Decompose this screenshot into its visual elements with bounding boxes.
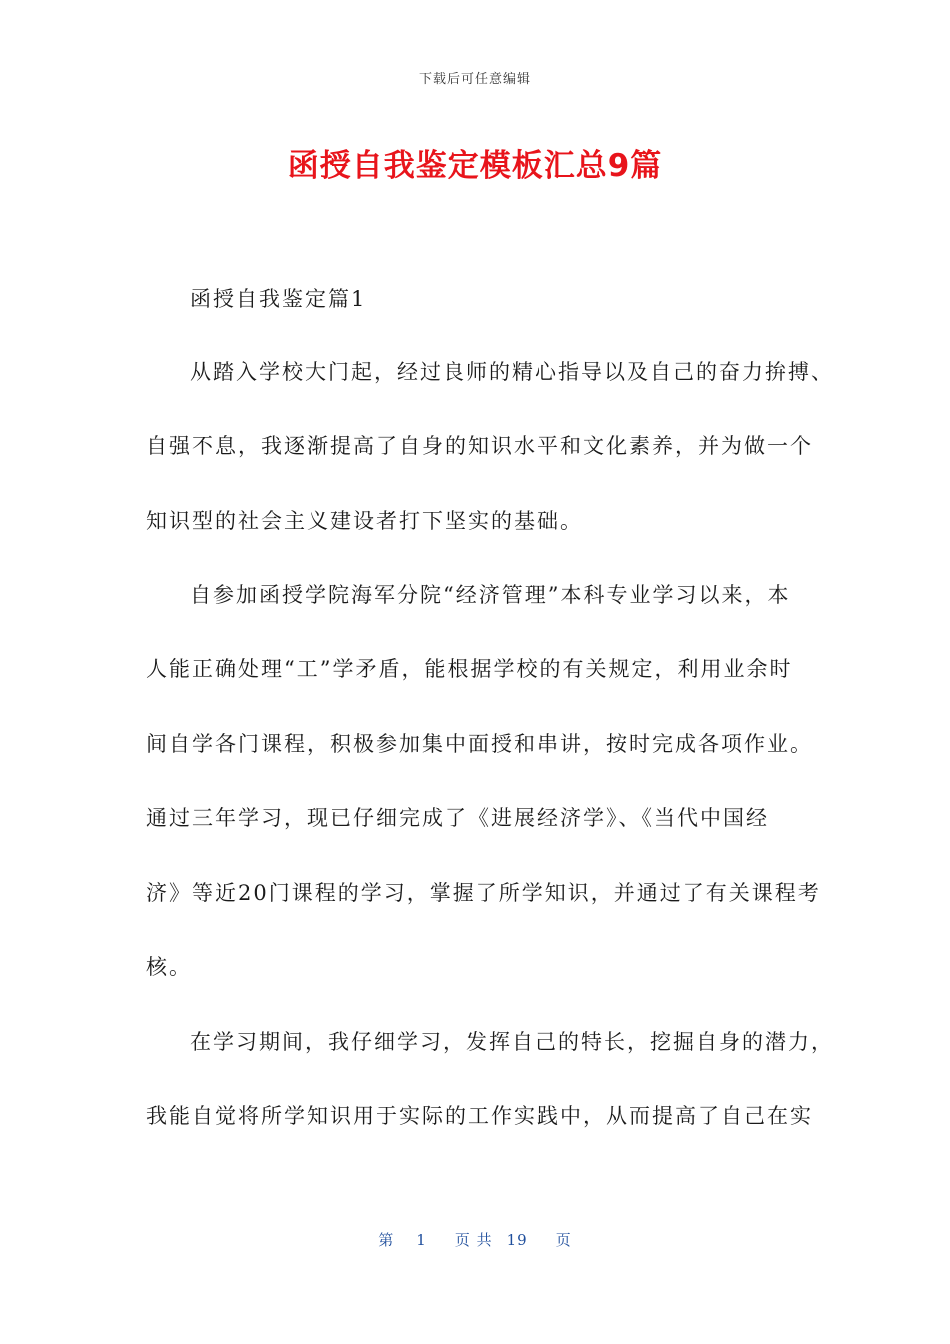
paragraph-line: 核。 (146, 955, 192, 979)
paragraph-line: 在学习期间，我仔细学习，发挥自己的特长，挖掘自身的潜力， (190, 1030, 834, 1054)
paragraph-line: 间自学各门课程，积极参加集中面授和串讲，按时完成各项作业。 (146, 732, 813, 756)
footer-label-of: 页 共 (454, 1231, 493, 1249)
paragraph-line: 知识型的社会主义建设者打下坚实的基础。 (146, 509, 583, 533)
footer-label-page: 第 (378, 1231, 395, 1249)
page-footer (0, 1229, 950, 1250)
section-heading: 函授自我鉴定篇1 (190, 287, 367, 311)
header-note: 下载后可任意编辑 (418, 72, 531, 87)
footer-current-page: 1 (416, 1231, 427, 1249)
paragraph-line: 人能正确处理“工”学矛盾，能根据学校的有关规定，利用业余时 (146, 657, 793, 681)
footer-total-pages: 19 (506, 1231, 528, 1249)
paragraph-line: 济》等近20门课程的学习，掌握了所学知识，并通过了有关课程考 (146, 881, 821, 905)
footer-label-pages: 页 (555, 1231, 572, 1249)
document-title: 函授自我鉴定模板汇总9篇 (287, 148, 663, 184)
paragraph-line: 自参加函授学院海军分院“经济管理”本科专业学习以来，本 (190, 583, 791, 607)
paragraph-line: 我能自觉将所学知识用于实际的工作实践中，从而提高了自己在实 (146, 1104, 813, 1128)
paragraph-line: 从踏入学校大门起，经过良师的精心指导以及自己的奋力拚搏、 (190, 360, 834, 384)
paragraph-line: 自强不息，我逐渐提高了自身的知识水平和文化素养，并为做一个 (146, 434, 813, 458)
paragraph-line: 通过三年学习，现已仔细完成了《进展经济学》、《当代中国经 (146, 806, 769, 830)
